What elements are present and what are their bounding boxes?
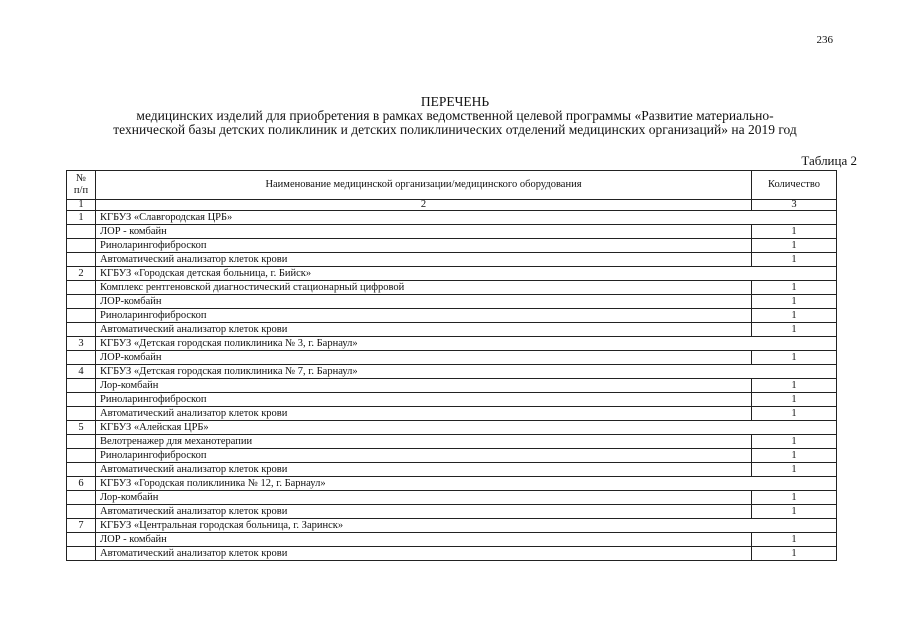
- equipment-row: [67, 309, 837, 323]
- empty-number-cell: [67, 407, 96, 421]
- equipment-name: Риноларингофиброскоп: [96, 309, 752, 323]
- equipment-row: [67, 351, 837, 365]
- equipment-name: ЛОР-комбайн: [96, 295, 752, 309]
- equipment-quantity: 1: [752, 323, 837, 337]
- empty-number-cell: [67, 505, 96, 519]
- organization-row: [67, 337, 837, 351]
- organization-number: 3: [67, 337, 96, 351]
- organization-name: КГБУЗ «Алейская ЦРБ»: [96, 421, 837, 435]
- equipment-row: [67, 239, 837, 253]
- equipment-quantity: 1: [752, 491, 837, 505]
- equipment-row: [67, 379, 837, 393]
- empty-number-cell: [67, 295, 96, 309]
- equipment-quantity: 1: [752, 253, 837, 267]
- equipment-name: Риноларингофиброскоп: [96, 239, 752, 253]
- header-name: Наименование медицинской организации/медицинского оборудования: [96, 171, 752, 200]
- organization-number: 2: [67, 267, 96, 281]
- empty-number-cell: [67, 225, 96, 239]
- empty-number-cell: [67, 393, 96, 407]
- header-num: № п/п: [67, 171, 96, 200]
- equipment-quantity: 1: [752, 309, 837, 323]
- equipment-name: Лор-комбайн: [96, 491, 752, 505]
- equipment-row: [67, 393, 837, 407]
- equipment-name: Автоматический анализатор клеток крови: [96, 505, 752, 519]
- document-title: ПЕРЕЧЕНЬ: [420, 94, 490, 109]
- organization-name: КГБУЗ «Детская городская поликлиника № 7, г. Барнаул»: [96, 365, 837, 379]
- organization-row: [67, 421, 837, 435]
- equipment-quantity: 1: [752, 393, 837, 407]
- equipment-name: Лор-комбайн: [96, 379, 752, 393]
- empty-number-cell: [67, 547, 96, 561]
- equipment-quantity: 1: [752, 281, 837, 295]
- organization-row: [67, 211, 837, 225]
- equipment-name: ЛОР - комбайн: [96, 533, 752, 547]
- equipment-row: [67, 253, 837, 267]
- equipment-name: Риноларингофиброскоп: [96, 393, 752, 407]
- empty-number-cell: [67, 463, 96, 477]
- organization-name: КГБУЗ «Центральная городская больница, г. Заринск»: [96, 519, 837, 533]
- equipment-name: ЛОР-комбайн: [96, 351, 752, 365]
- empty-number-cell: [67, 449, 96, 463]
- equipment-row: [67, 407, 837, 421]
- equipment-row: [67, 281, 837, 295]
- equipment-name: Автоматический анализатор клеток крови: [96, 407, 752, 421]
- index-col-2: 2: [96, 200, 752, 211]
- equipment-quantity: 1: [752, 463, 837, 477]
- equipment-name: Автоматический анализатор клеток крови: [96, 323, 752, 337]
- organization-row: [67, 267, 837, 281]
- equipment-name: Автоматический анализатор клеток крови: [96, 547, 752, 561]
- organization-name: КГБУЗ «Славгородская ЦРБ»: [96, 211, 837, 225]
- equipment-name: ЛОР - комбайн: [96, 225, 752, 239]
- index-col-3: 3: [752, 200, 837, 211]
- organization-number: 7: [67, 519, 96, 533]
- equipment-row: [67, 505, 837, 519]
- equipment-name: Автоматический анализатор клеток крови: [96, 463, 752, 477]
- title-block: [40, 94, 870, 137]
- organization-name: КГБУЗ «Детская городская поликлиника № 3, г. Барнаул»: [96, 337, 837, 351]
- table-index-row: [67, 200, 837, 211]
- equipment-quantity: 1: [752, 239, 837, 253]
- equipment-name: Риноларингофиброскоп: [96, 449, 752, 463]
- organization-number: 1: [67, 211, 96, 225]
- equipment-table: [66, 170, 837, 561]
- organization-row: [67, 519, 837, 533]
- empty-number-cell: [67, 253, 96, 267]
- equipment-row: [67, 533, 837, 547]
- equipment-row: [67, 225, 837, 239]
- empty-number-cell: [67, 379, 96, 393]
- equipment-row: [67, 491, 837, 505]
- equipment-quantity: 1: [752, 351, 837, 365]
- index-col-1: 1: [67, 200, 96, 211]
- organization-name: КГБУЗ «Городская детская больница, г. Бийск»: [96, 267, 837, 281]
- equipment-row: [67, 547, 837, 561]
- organization-number: 5: [67, 421, 96, 435]
- empty-number-cell: [67, 309, 96, 323]
- equipment-quantity: 1: [752, 435, 837, 449]
- organization-name: КГБУЗ «Городская поликлиника № 12, г. Барнаул»: [96, 477, 837, 491]
- table-label: Таблица 2: [801, 153, 857, 168]
- table-header-row: [67, 171, 837, 200]
- equipment-row: [67, 463, 837, 477]
- organization-row: [67, 365, 837, 379]
- empty-number-cell: [67, 239, 96, 253]
- equipment-quantity: 1: [752, 225, 837, 239]
- empty-number-cell: [67, 323, 96, 337]
- document-subtitle-line-2: технической базы детских поликлиник и детских поликлинических отделений медицинских организаций» на 2019 год: [113, 122, 797, 137]
- empty-number-cell: [67, 491, 96, 505]
- equipment-quantity: 1: [752, 407, 837, 421]
- equipment-row: [67, 435, 837, 449]
- empty-number-cell: [67, 351, 96, 365]
- equipment-quantity: 1: [752, 505, 837, 519]
- equipment-row: [67, 323, 837, 337]
- equipment-name: Велотренажер для механотерапии: [96, 435, 752, 449]
- equipment-quantity: 1: [752, 379, 837, 393]
- equipment-quantity: 1: [752, 449, 837, 463]
- empty-number-cell: [67, 281, 96, 295]
- page-number: 236: [816, 34, 833, 46]
- table-body: [67, 200, 837, 561]
- equipment-row: [67, 449, 837, 463]
- equipment-quantity: 1: [752, 547, 837, 561]
- header-qty: Количество: [752, 171, 837, 200]
- organization-row: [67, 477, 837, 491]
- equipment-name: Комплекс рентгеновской диагностический стационарный цифровой: [96, 281, 752, 295]
- organization-number: 4: [67, 365, 96, 379]
- equipment-quantity: 1: [752, 533, 837, 547]
- equipment-row: [67, 295, 837, 309]
- equipment-name: Автоматический анализатор клеток крови: [96, 253, 752, 267]
- empty-number-cell: [67, 533, 96, 547]
- organization-number: 6: [67, 477, 96, 491]
- document-subtitle-line-1: медицинских изделий для приобретения в рамках ведомственной целевой программы «Развитие материально-: [136, 108, 774, 123]
- empty-number-cell: [67, 435, 96, 449]
- equipment-quantity: 1: [752, 295, 837, 309]
